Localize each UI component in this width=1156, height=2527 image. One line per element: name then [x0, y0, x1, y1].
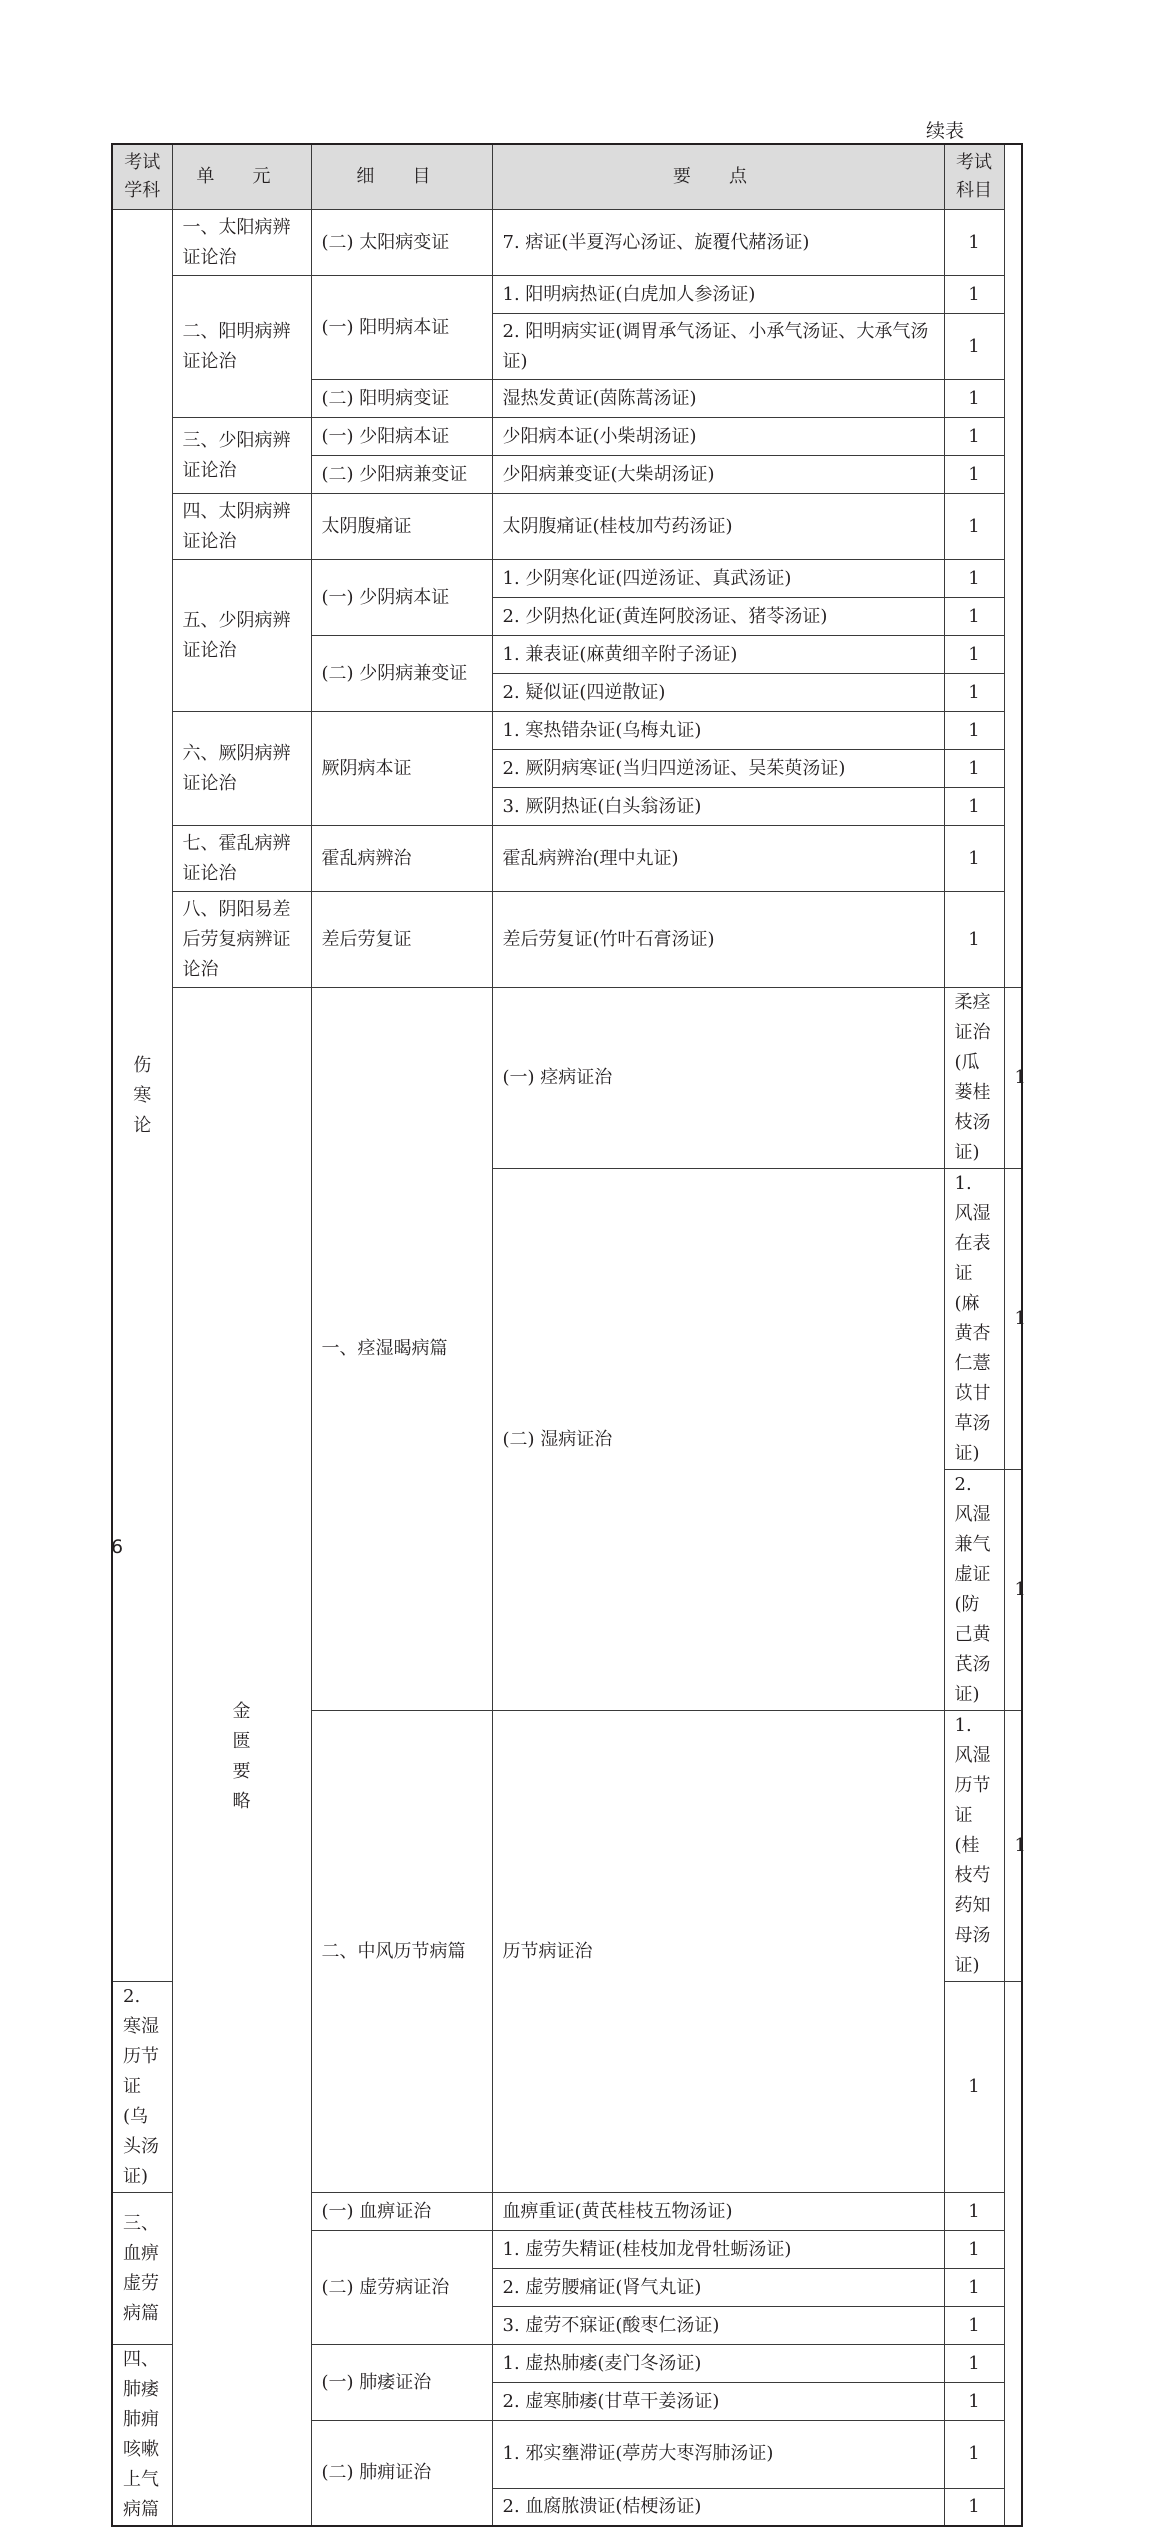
level-cell: 1 — [944, 712, 1004, 750]
point-cell: 2. 疑似证(四逆散证) — [492, 674, 944, 712]
item-cell: (一) 阳明病本证 — [311, 276, 492, 380]
header-item: 细 目 — [311, 144, 492, 210]
level-cell: 1 — [944, 210, 1004, 276]
point-cell: 1. 兼表证(麻黄细辛附子汤证) — [492, 636, 944, 674]
unit-cell: 四、肺痿肺痈咳嗽上气病篇 — [112, 2345, 172, 2527]
item-cell: (二) 肺痈证治 — [311, 2421, 492, 2527]
point-cell: 1. 寒热错杂证(乌梅丸证) — [492, 712, 944, 750]
point-cell: 少阳病本证(小柴胡汤证) — [492, 418, 944, 456]
level-cell: 1 — [944, 418, 1004, 456]
level-cell: 1 — [944, 2345, 1004, 2383]
level-cell: 1 — [944, 750, 1004, 788]
point-cell: 3. 厥阴热证(白头翁汤证) — [492, 788, 944, 826]
point-cell: 2. 虚劳腰痛证(肾气丸证) — [492, 2269, 944, 2307]
level-cell: 1 — [944, 314, 1004, 380]
level-cell: 1 — [1004, 1711, 1022, 1982]
point-cell: 1. 风湿在表证(麻黄杏仁薏苡甘草汤证) — [944, 1169, 1004, 1470]
table-row — [112, 892, 1022, 988]
subject-cell: 伤寒论 — [112, 210, 172, 1982]
point-cell: 太阴腹痛证(桂枝加芍药汤证) — [492, 494, 944, 560]
table-row — [112, 494, 1022, 560]
point-cell: 霍乱病辨治(理中丸证) — [492, 826, 944, 892]
level-cell: 1 — [944, 2421, 1004, 2489]
continued-label: 续表 — [925, 120, 964, 142]
item-cell: (一) 少阴病本证 — [311, 560, 492, 636]
level-cell: 1 — [944, 380, 1004, 418]
point-cell: 2. 虚寒肺痿(甘草干姜汤证) — [492, 2383, 944, 2421]
table-row — [112, 210, 1022, 276]
level-cell: 1 — [944, 456, 1004, 494]
level-cell: 1 — [944, 636, 1004, 674]
unit-cell: 二、阳明病辨证论治 — [172, 276, 311, 418]
item-cell: 太阴腹痛证 — [311, 494, 492, 560]
point-cell: 1. 虚热肺痿(麦门冬汤证) — [492, 2345, 944, 2383]
point-cell: 1. 风湿历节证(桂枝芍药知母汤证) — [944, 1711, 1004, 1982]
unit-cell: 一、太阳病辨证论治 — [172, 210, 311, 276]
table-row — [112, 988, 1022, 1169]
item-cell: (一) 少阳病本证 — [311, 418, 492, 456]
unit-cell: 六、厥阴病辨证论治 — [172, 712, 311, 826]
header-point: 要 点 — [492, 144, 944, 210]
unit-cell: 四、太阴病辨证论治 — [172, 494, 311, 560]
item-cell: (二) 少阴病兼变证 — [311, 636, 492, 712]
subject-cell: 金匮要略 — [172, 988, 311, 2527]
item-cell: (二) 虚劳病证治 — [311, 2231, 492, 2345]
level-cell: 1 — [944, 826, 1004, 892]
level-cell: 1 — [944, 2488, 1004, 2526]
level-cell: 1 — [944, 1982, 1004, 2193]
exam-outline-table — [111, 143, 1026, 2527]
level-cell: 1 — [944, 674, 1004, 712]
header-subject: 考试学科 — [112, 144, 172, 210]
table-row — [112, 418, 1022, 456]
level-cell: 1 — [1004, 988, 1022, 1169]
item-cell: (二) 阳明病变证 — [311, 380, 492, 418]
point-cell: 2. 血腐脓溃证(桔梗汤证) — [492, 2488, 944, 2526]
level-cell: 1 — [1004, 1169, 1022, 1470]
item-cell: (二) 太阳病变证 — [311, 210, 492, 276]
point-cell: 2. 寒湿历节证(乌头汤证) — [112, 1982, 172, 2193]
item-cell: (一) 痉病证治 — [492, 988, 944, 1169]
level-cell: 1 — [944, 276, 1004, 314]
table-header-row — [112, 144, 1022, 210]
point-cell: 柔痉证治(瓜蒌桂枝汤证) — [944, 988, 1004, 1169]
unit-cell: 七、霍乱病辨证论治 — [172, 826, 311, 892]
unit-cell: 五、少阴病辨证论治 — [172, 560, 311, 712]
item-cell: 历节病证治 — [492, 1711, 944, 2193]
item-cell: (二) 少阳病兼变证 — [311, 456, 492, 494]
header-level: 考试科目 — [944, 144, 1004, 210]
item-cell: (一) 肺痿证治 — [311, 2345, 492, 2421]
item-cell: 厥阴病本证 — [311, 712, 492, 826]
level-cell: 1 — [944, 2269, 1004, 2307]
level-cell: 1 — [944, 560, 1004, 598]
point-cell: 2. 少阴热化证(黄连阿胶汤证、猪苓汤证) — [492, 598, 944, 636]
table-row — [112, 276, 1022, 314]
item-cell: (二) 湿病证治 — [492, 1169, 944, 1711]
point-cell: 1. 少阴寒化证(四逆汤证、真武汤证) — [492, 560, 944, 598]
unit-cell: 一、痉湿暍病篇 — [311, 988, 492, 1711]
point-cell: 湿热发黄证(茵陈蒿汤证) — [492, 380, 944, 418]
item-cell: 差后劳复证 — [311, 892, 492, 988]
page-number: 6 — [111, 1536, 124, 1558]
point-cell: 2. 风湿兼气虚证(防己黄芪汤证) — [944, 1470, 1004, 1711]
unit-cell: 三、血痹虚劳病篇 — [112, 2193, 172, 2345]
point-cell: 2. 厥阴病寒证(当归四逆汤证、吴茱萸汤证) — [492, 750, 944, 788]
point-cell: 血痹重证(黄芪桂枝五物汤证) — [492, 2193, 944, 2231]
item-cell: 霍乱病辨治 — [311, 826, 492, 892]
point-cell: 1. 阳明病热证(白虎加人参汤证) — [492, 276, 944, 314]
level-cell: 1 — [944, 788, 1004, 826]
unit-cell: 三、少阳病辨证论治 — [172, 418, 311, 494]
level-cell: 1 — [944, 494, 1004, 560]
level-cell: 1 — [944, 2193, 1004, 2231]
table-row — [112, 826, 1022, 892]
header-unit: 单 元 — [172, 144, 311, 210]
point-cell: 7. 痞证(半夏泻心汤证、旋覆代赭汤证) — [492, 210, 944, 276]
point-cell: 少阳病兼变证(大柴胡汤证) — [492, 456, 944, 494]
level-cell: 1 — [944, 598, 1004, 636]
table-row — [112, 560, 1022, 598]
level-cell: 1 — [944, 2383, 1004, 2421]
point-cell: 3. 虚劳不寐证(酸枣仁汤证) — [492, 2307, 944, 2345]
point-cell: 差后劳复证(竹叶石膏汤证) — [492, 892, 944, 988]
level-cell: 1 — [944, 2307, 1004, 2345]
item-cell: (一) 血痹证治 — [311, 2193, 492, 2231]
unit-cell: 八、阴阳易差后劳复病辨证论治 — [172, 892, 311, 988]
level-cell: 1 — [1004, 1470, 1022, 1711]
point-cell: 1. 虚劳失精证(桂枝加龙骨牡蛎汤证) — [492, 2231, 944, 2269]
level-cell: 1 — [944, 892, 1004, 988]
unit-cell: 二、中风历节病篇 — [311, 1711, 492, 2193]
table-row — [112, 712, 1022, 750]
level-cell: 1 — [944, 2231, 1004, 2269]
point-cell: 2. 阳明病实证(调胃承气汤证、小承气汤证、大承气汤证) — [492, 314, 944, 380]
point-cell: 1. 邪实壅滞证(葶苈大枣泻肺汤证) — [492, 2421, 944, 2489]
